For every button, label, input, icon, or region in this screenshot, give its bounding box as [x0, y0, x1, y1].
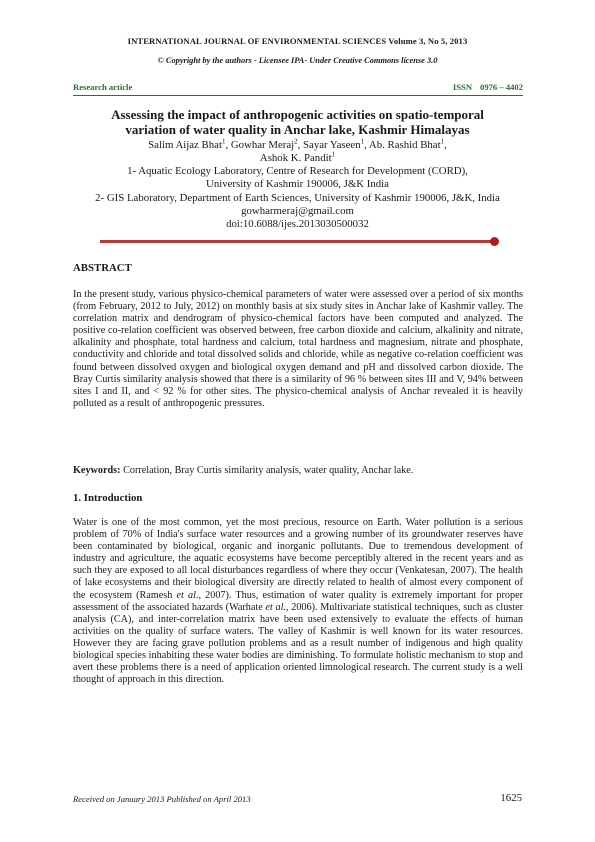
author-separator: , [297, 139, 304, 151]
author-affiliation-mark: 1 [221, 137, 226, 146]
article-type-label: Research article [73, 82, 133, 92]
introduction-heading: 1. Introduction [73, 492, 143, 504]
doi: doi:10.6088/ijes.2013030500032 [226, 218, 369, 231]
affiliations-block [0, 165, 595, 231]
title-divider-dot [490, 237, 499, 246]
author-affiliation-mark: 1 [360, 137, 365, 146]
author-name: Ab. Rashid Bhat [368, 139, 441, 151]
copyright-notice: © Copyright by the authors - Licensee IPA- Under Creative Commons license 3.0 [157, 56, 438, 65]
title-line-1: Assessing the impact of anthropogenic activities on spatio-temporal [111, 107, 484, 122]
keywords-text: Correlation, Bray Curtis similarity analysis, water quality, Anchar lake. [120, 465, 414, 476]
affiliation-1-line-2: University of Kashmir 190006, J&K India [206, 178, 389, 191]
author-separator: , [225, 139, 231, 151]
journal-header: INTERNATIONAL JOURNAL OF ENVIRONMENTAL SCIENCES Volume 3, No 5, 2013 [127, 36, 468, 46]
intro-italic-part: et al. [265, 601, 286, 613]
keywords [73, 465, 523, 477]
issn-label: ISSN [452, 82, 473, 92]
publication-dates: Received on January 2013 Published on April 2013 [73, 794, 251, 804]
issn-value: 0976 – 4402 [480, 82, 523, 92]
issn [453, 82, 523, 92]
author-separator: , [364, 139, 369, 151]
abstract-text: In the present study, various physico-chemical parameters of water were assessed over a period of six months (from February, 2012 to July, 2012) on monthly basis at six study sites in Anchar lake of Kashmir valley. The correlation matrix and dendrogram of physico-chemical factors have been computed and analyzed. The positive co-relation coefficient was observed between, free carbon dioxide and calcium, alkalinity and nitrate, alkalinity and phosphate, total hardness and calcium, total hardness and magnesium, nitrate and phosphate, conductivity and chloride and total dissolved solids and chloride, while as negative co-relation coefficient was found between dissolved oxygen and biological oxygen demand and pH and dissolved carbon dioxide. The Bray Curtis similarity analysis showed that there is a similarity of 96 % between sites III and V, 94% between sites I and II, and < 92 % for other sites. The physico-chemical analysis of Anchar revealed it is heavily polluted as a result of anthropogenic pressures. [73, 289, 523, 409]
authors-line-2 [0, 152, 595, 165]
author-affiliation-mark: 2 [294, 137, 298, 146]
title-line-2: variation of water quality in Anchar lake, Kashmir Himalayas [125, 122, 470, 137]
affiliation-2: 2- GIS Laboratory, Department of Earth Sciences, University of Kashmir 190006, J&K, India [95, 191, 500, 204]
header-rule [73, 95, 523, 96]
author-name: Salim Aijaz Bhat [148, 139, 222, 151]
abstract-heading: ABSTRACT [73, 262, 132, 274]
intro-italic-part: et al [176, 589, 196, 601]
author-list [0, 139, 595, 165]
author-separator: , [444, 139, 447, 151]
title-divider-line [100, 240, 492, 243]
authors-line-1 [0, 139, 595, 152]
intro-text-part: ., 2007). Thus, estimation of water quality is extremely important for proper assessment of the associated hazards (Warhate [73, 589, 523, 613]
author-affiliation-mark: 1 [440, 137, 445, 146]
author-name: Gowhar Meraj [230, 139, 295, 151]
intro-text-part: Water is one of the most common, yet the most precious, resource on Earth. Water pollution is a serious problem of 70% of India's surface water resources and a growing number of its groundwater reserves have been contaminated by biological, organic and inorganic pollutants. Due to tremendous development of industry and agriculture, the aquatic ecosystems have become perceptibly altered in the recent years and as such they are exposed to all local disturbances regardless of where they occur (Venkatesan, 2007). The health of lake ecosystems and their biological diversity are directly related to health of almost every component of the ecosystem (Ramesh [73, 517, 523, 601]
author-name: Sayar Yaseen [303, 139, 361, 151]
author-affiliation-mark: 1 [331, 150, 336, 159]
author-email: gowharmeraj@gmail.com [241, 204, 354, 217]
keywords-label: Keywords: [73, 465, 121, 476]
intro-text-part: , 2006). Multivariate statistical techniques, such as cluster analysis (CA), and inter-correlation matrix have been used extensively to evaluate the effects of human activities on the quality of surface waters. The valley of Kashmir is well known for its water resources. However they are facing grave pollution problems and as a result number of indigenous and high quality biological species inhabiting these water bodies are diminishing. To formulate holistic mechanism to stop and avert these problems there is a need of application oriented limnological research. The current study is a well thought of approach in this direction. [73, 601, 523, 686]
page-number: 1625 [500, 792, 522, 804]
author-name: Ashok K. Pandit [259, 152, 332, 164]
affiliation-1-line-1: 1- Aquatic Ecology Laboratory, Centre of Research for Development (CORD), [127, 165, 468, 177]
paper-title [0, 107, 595, 137]
introduction-paragraph [73, 517, 523, 686]
